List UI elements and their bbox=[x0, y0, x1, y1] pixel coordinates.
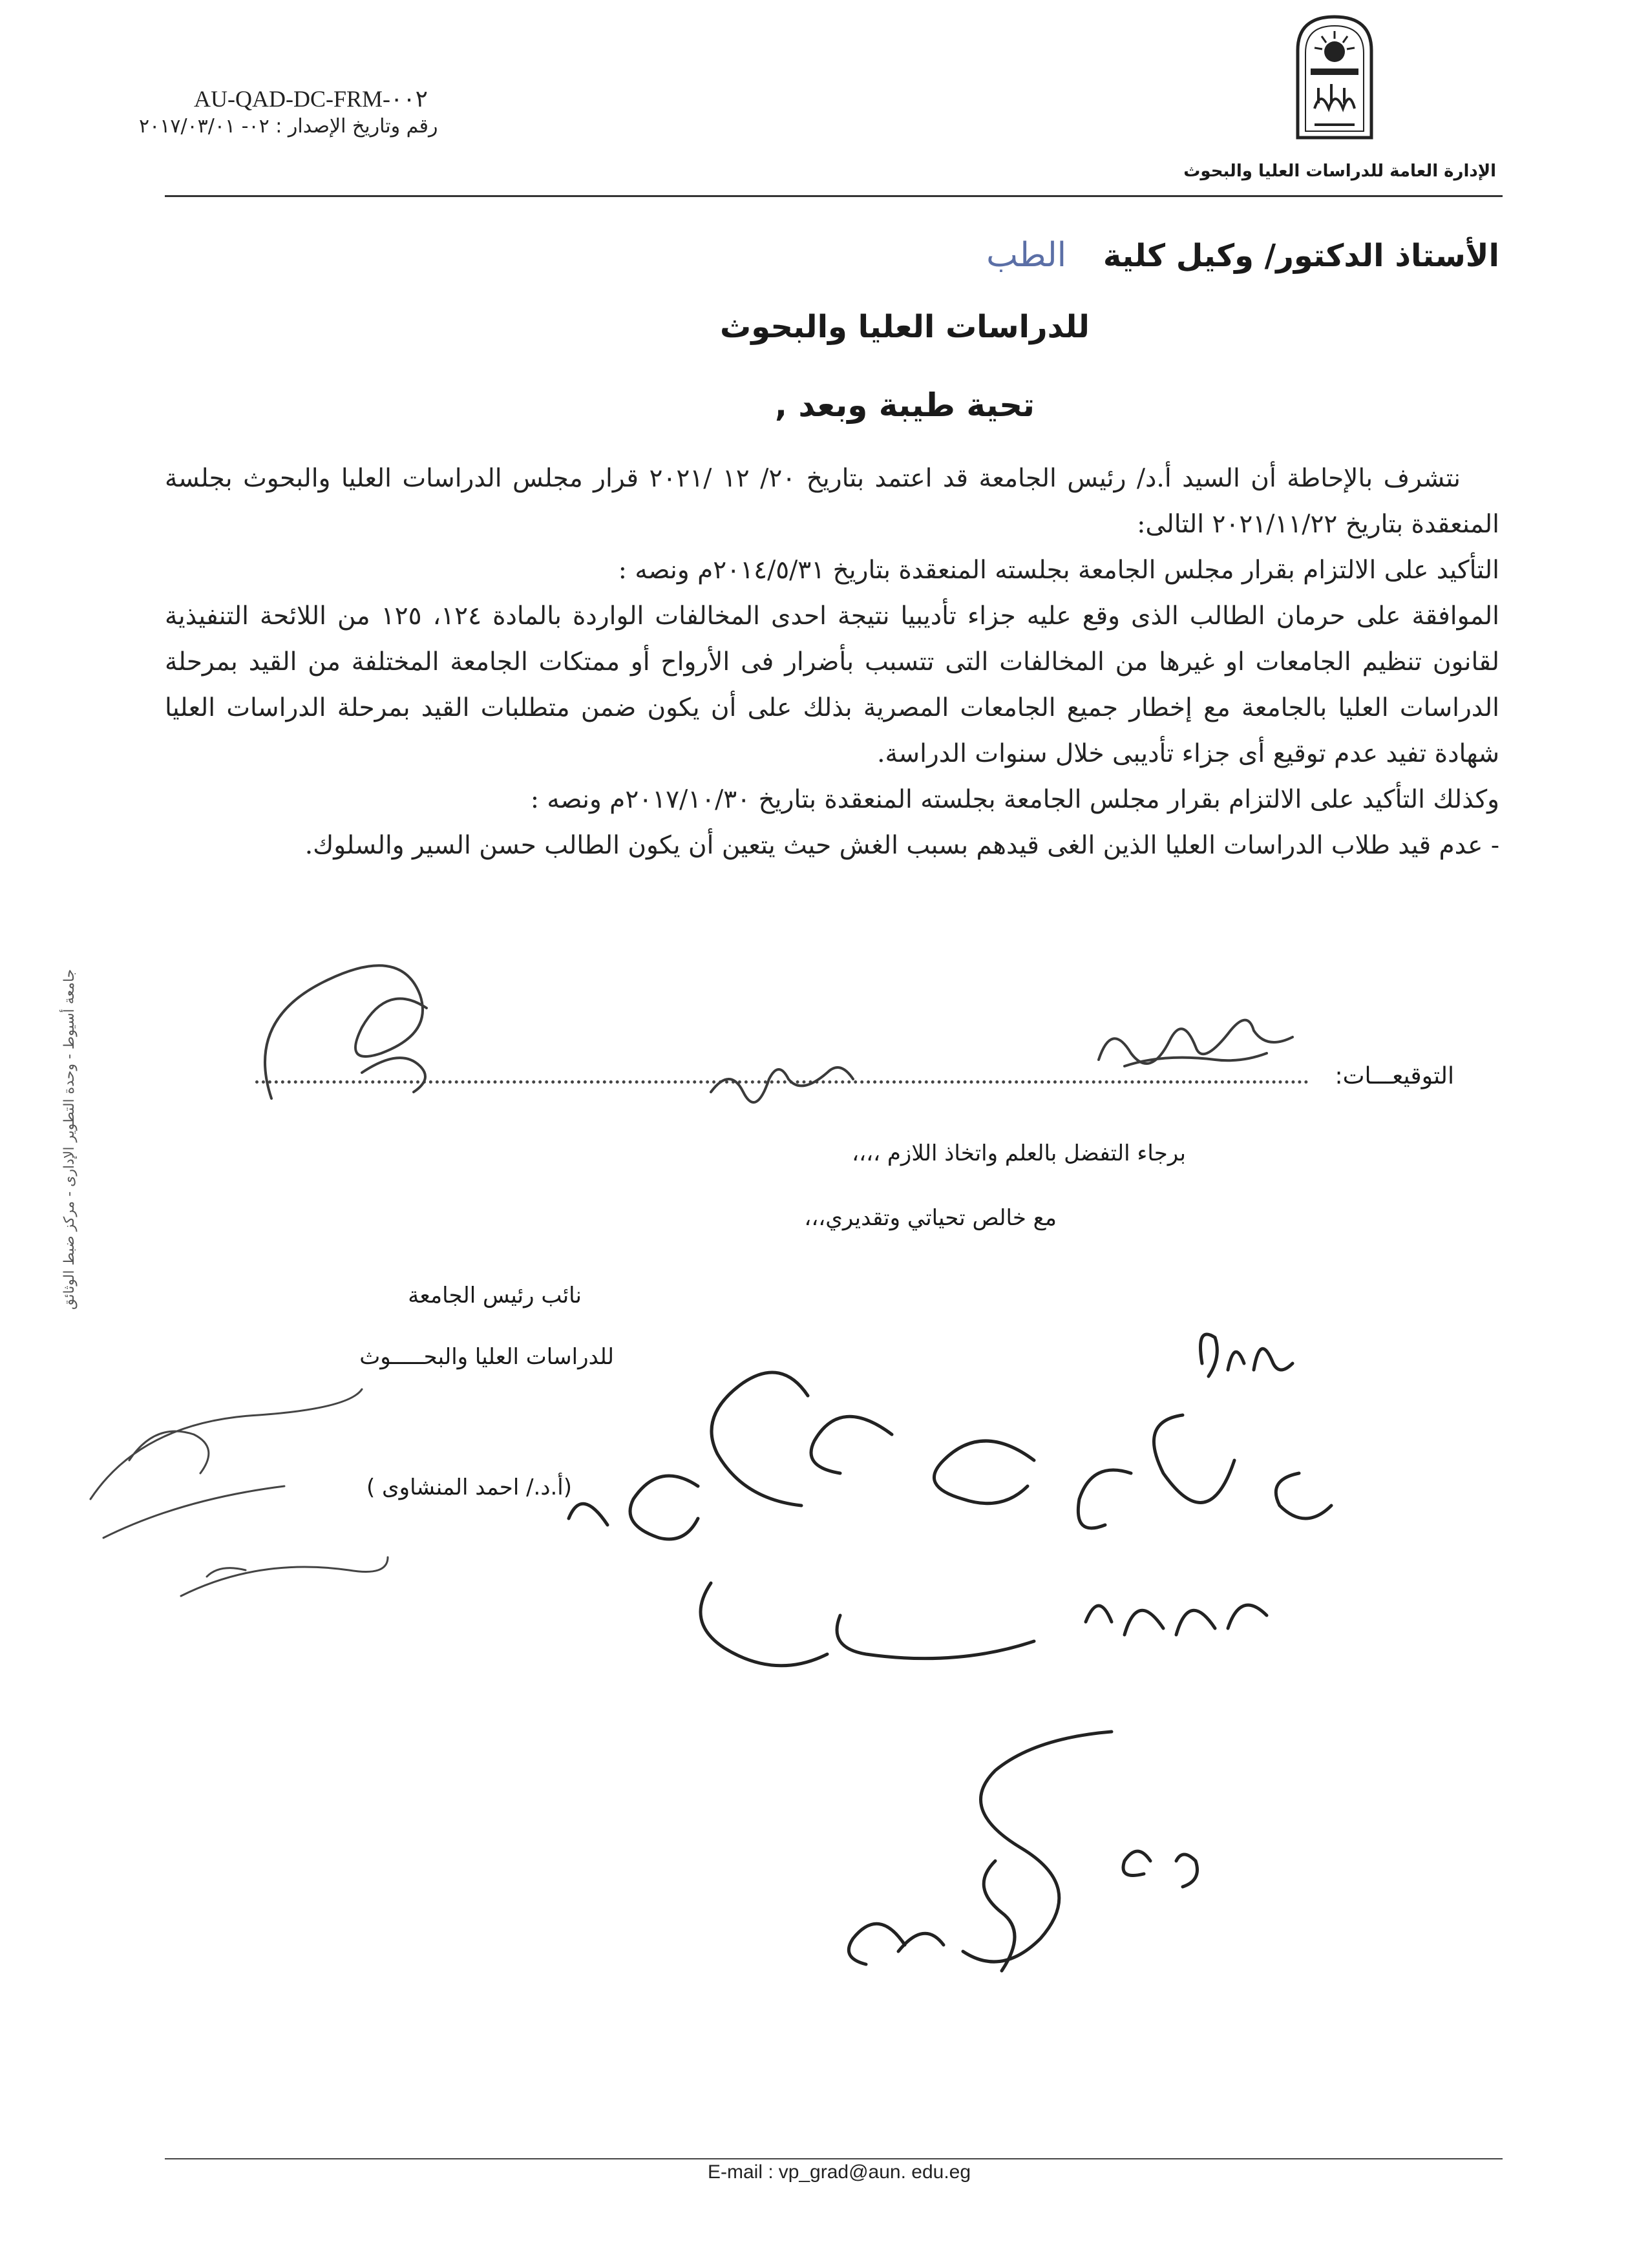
closing-request: برجاء التفضل بالعلم واتخاذ اللازم ،،،، bbox=[852, 1140, 1186, 1166]
annotation-mark-11 bbox=[1123, 1851, 1198, 1887]
annotation-mark-9 bbox=[963, 1732, 1112, 1962]
annotation-mark-8 bbox=[701, 1583, 1034, 1666]
margin-mark-1 bbox=[90, 1389, 362, 1538]
signature-mark-1 bbox=[1099, 1020, 1293, 1064]
annotation-mark-5 bbox=[712, 1372, 892, 1506]
annotation-mark-2 bbox=[1276, 1473, 1331, 1518]
signature-mark-4 bbox=[265, 965, 427, 1098]
annotation-mark-6 bbox=[569, 1476, 698, 1539]
signatory-title: نائب رئيس الجامعة bbox=[408, 1283, 582, 1308]
annotation-mark-1 bbox=[1201, 1334, 1293, 1376]
signatory-name: (أ.د./ احمد المنشاوى ) bbox=[366, 1475, 572, 1500]
signature-mark-5 bbox=[362, 1058, 425, 1092]
header-divider bbox=[165, 195, 1503, 197]
signatures-dotted-line bbox=[255, 1080, 1309, 1084]
annotation-mark-10 bbox=[984, 1861, 1015, 1971]
footer-email bbox=[708, 2161, 971, 2183]
body-paragraph-decision-2: وكذلك التأكيد على الالتزام بقرار مجلس الجامعة بجلسته المنعقدة بتاريخ ٢٠١٧/١٠/٣٠م ونصه : bbox=[530, 785, 1499, 814]
university-logo bbox=[1293, 12, 1377, 141]
email-address: vp_grad@aun. edu.eg bbox=[778, 2161, 971, 2183]
body-paragraph-decision-2-text: - عدم قيد طلاب الدراسات العليا الذين الغى قيدهم بسبب الغش حيث يتعين أن يكون الطالب حسن السير والسلوك. bbox=[304, 831, 1499, 860]
body-paragraph-decision-1-text: الموافقة على حرمان الطالب الذى وقع عليه جزاء تأديبيا نتيجة احدى المخالفات الواردة بالمادة ١٢٤، ١٢٥ من اللائحة التنفيذية لقانون تنظيم الجامعات او غيرها من المخالفات التى تتسبب بأضرار فى الأرواح أو ممتكات الجامعة المختلفة من القيد بمرحلة الدراسات العليا بالجامعة مع إخطار جميع الجامعات المصرية بذلك على أن يكون ضمن متطلبات القيد بمرحلة الدراسات العليا شهادة تفيد عدم توقيع أى جزاء تأديبى خلال سنوات الدراسة. bbox=[165, 602, 1499, 768]
signature-mark-2 bbox=[1125, 1053, 1267, 1066]
body-paragraph-intro: نتشرف بالإحاطة أن السيد أ.د/ رئيس الجامعة قد اعتمد بتاريخ ٢٠/ ١٢ /٢٠٢١ قرار مجلس الدراسات العليا والبحوث بجلسة المنعقدة بتاريخ ٢٠٢١/١١/٢٢ التالى: bbox=[165, 464, 1499, 539]
signatory-subtitle: للدراسات العليا والبحـــــوث bbox=[359, 1344, 614, 1370]
signature-mark-3 bbox=[711, 1067, 853, 1102]
annotation-mark-12 bbox=[849, 1924, 944, 1964]
annotation-mark-3 bbox=[1078, 1415, 1234, 1528]
letter-subtitle: للدراسات العليا والبحوث bbox=[720, 309, 1090, 345]
addressee-title: الأستاذ الدكتور/ وكيل كلية bbox=[1103, 238, 1499, 274]
closing-regards: مع خالص تحياتي وتقديري،،، bbox=[804, 1205, 1057, 1231]
addressee bbox=[986, 236, 1499, 275]
signatures-label: التوقيعـــات: bbox=[1335, 1063, 1454, 1089]
body-paragraph-decision-1: التأكيد على الالتزام بقرار مجلس الجامعة بجلسته المنعقدة بتاريخ ٢٠١٤/٥/٣١م ونصه : bbox=[618, 556, 1499, 585]
faculty-handwritten: الطب bbox=[986, 236, 1067, 275]
margin-mark-2 bbox=[181, 1557, 388, 1596]
annotation-mark-4 bbox=[934, 1441, 1034, 1504]
side-stamp-text: جامعة أسيوط - وحدة التطوير الإدارى - مركز ضبط الوثائق bbox=[61, 969, 78, 1310]
form-code: AU-QAD-DC-FRM-٠٠٢ bbox=[194, 86, 428, 112]
greeting: تحية طيبة وبعد , bbox=[775, 386, 1035, 424]
issue-number-date: رقم وتاريخ الإصدار : ٠٢- ٢٠١٧/٠٣/٠١ bbox=[139, 115, 438, 138]
department-name: الإدارة العامة للدراسات العليا والبحوث bbox=[1183, 162, 1496, 181]
letter-body bbox=[165, 456, 1499, 868]
annotation-mark-7 bbox=[1086, 1605, 1267, 1635]
footer-divider bbox=[165, 2158, 1503, 2159]
email-label: E-mail : bbox=[708, 2161, 774, 2183]
